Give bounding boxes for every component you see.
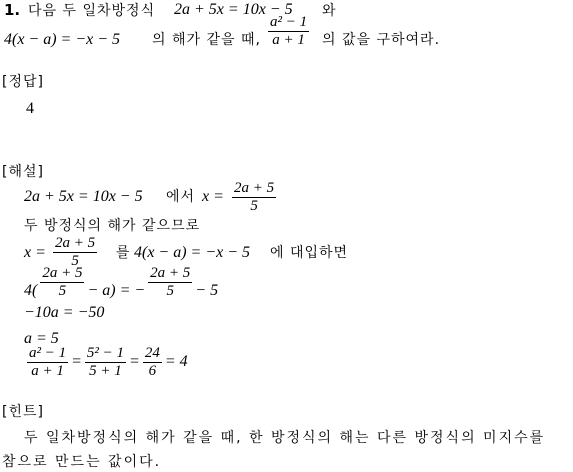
- solution-line4-denominator-1: 5: [58, 283, 67, 299]
- solution-line2: 두 방정식의 해가 같으므로: [24, 218, 201, 234]
- solution-line1-equation: 2a + 5x = 10x − 5: [24, 188, 143, 205]
- solution-line3-equation: 4(x − a) = −x − 5: [134, 244, 251, 261]
- solution-line1-x: x =: [202, 188, 224, 205]
- solution-label: [해설]: [2, 164, 44, 180]
- solution-line4-denominator-2: 5: [166, 283, 174, 299]
- solution-line7-numerator-2: 5² − 1: [86, 345, 125, 361]
- solution-line4-middle: − a) = −: [87, 282, 146, 300]
- solution-line7-denominator-2: 5 + 1: [89, 363, 122, 379]
- solution-line5: −10a = −50: [24, 304, 105, 321]
- solution-line3-numerator: 2a + 5: [55, 235, 96, 251]
- solution-line7: [24, 345, 188, 380]
- problem-question: 의 값을 구하여라.: [322, 32, 441, 48]
- problem-and: 와: [322, 3, 337, 19]
- solution-line3-text1: 를: [116, 245, 131, 261]
- solution-line7-numerator-1: a² − 1: [29, 345, 67, 361]
- answer-value: 4: [26, 100, 34, 117]
- solution-line7-result: = 4: [164, 353, 188, 371]
- solution-line6: a = 5: [24, 330, 59, 347]
- hint-line1: 두 일차방정식의 해가 같을 때, 한 방정식의 해는 다른 방정식의 미지수를: [24, 430, 546, 446]
- solution-line3-denominator: 5: [71, 253, 79, 269]
- solution-line1-text: 에서: [166, 189, 196, 205]
- hint-label: [힌트]: [2, 404, 44, 420]
- problem-fraction-numerator: a² − 1: [270, 14, 308, 30]
- solution-line3-text2: 에 대입하면: [270, 245, 349, 261]
- solution-line4-numerator-1: 2a + 5: [42, 265, 83, 281]
- problem-number: 1.: [4, 1, 21, 19]
- solution-line7-equals-2: =: [129, 353, 140, 371]
- solution-line4-prefix: 4(: [24, 282, 38, 300]
- solution-line1-fraction: [229, 180, 279, 215]
- solution-line1-numerator: 2a + 5: [234, 180, 275, 196]
- problem-intro: 다음 두 일차방정식: [28, 3, 156, 19]
- problem-condition: 의 해가 같을 때,: [152, 32, 261, 48]
- hint-line2: 참으로 만드는 값이다.: [2, 454, 162, 470]
- problem-equation-2: 4(x − a) = −x − 5: [4, 31, 121, 48]
- solution-line1-denominator: 5: [250, 198, 258, 214]
- problem-fraction-denominator: a + 1: [272, 32, 305, 48]
- solution-line7-denominator-1: a + 1: [31, 363, 64, 379]
- solution-line3-x: x =: [24, 244, 46, 261]
- solution-line7-equals-1: =: [71, 353, 82, 371]
- problem-fraction: [265, 14, 312, 49]
- solution-line7-denominator-3: 6: [148, 363, 157, 379]
- answer-label: [정답]: [2, 74, 44, 90]
- problem-equation-1: 2a + 5x = 10x − 5: [174, 1, 293, 18]
- solution-line4-numerator-2: 2a + 5: [150, 265, 191, 281]
- solution-line4-suffix: − 5: [195, 282, 219, 300]
- solution-line7-numerator-3: 24: [144, 345, 160, 361]
